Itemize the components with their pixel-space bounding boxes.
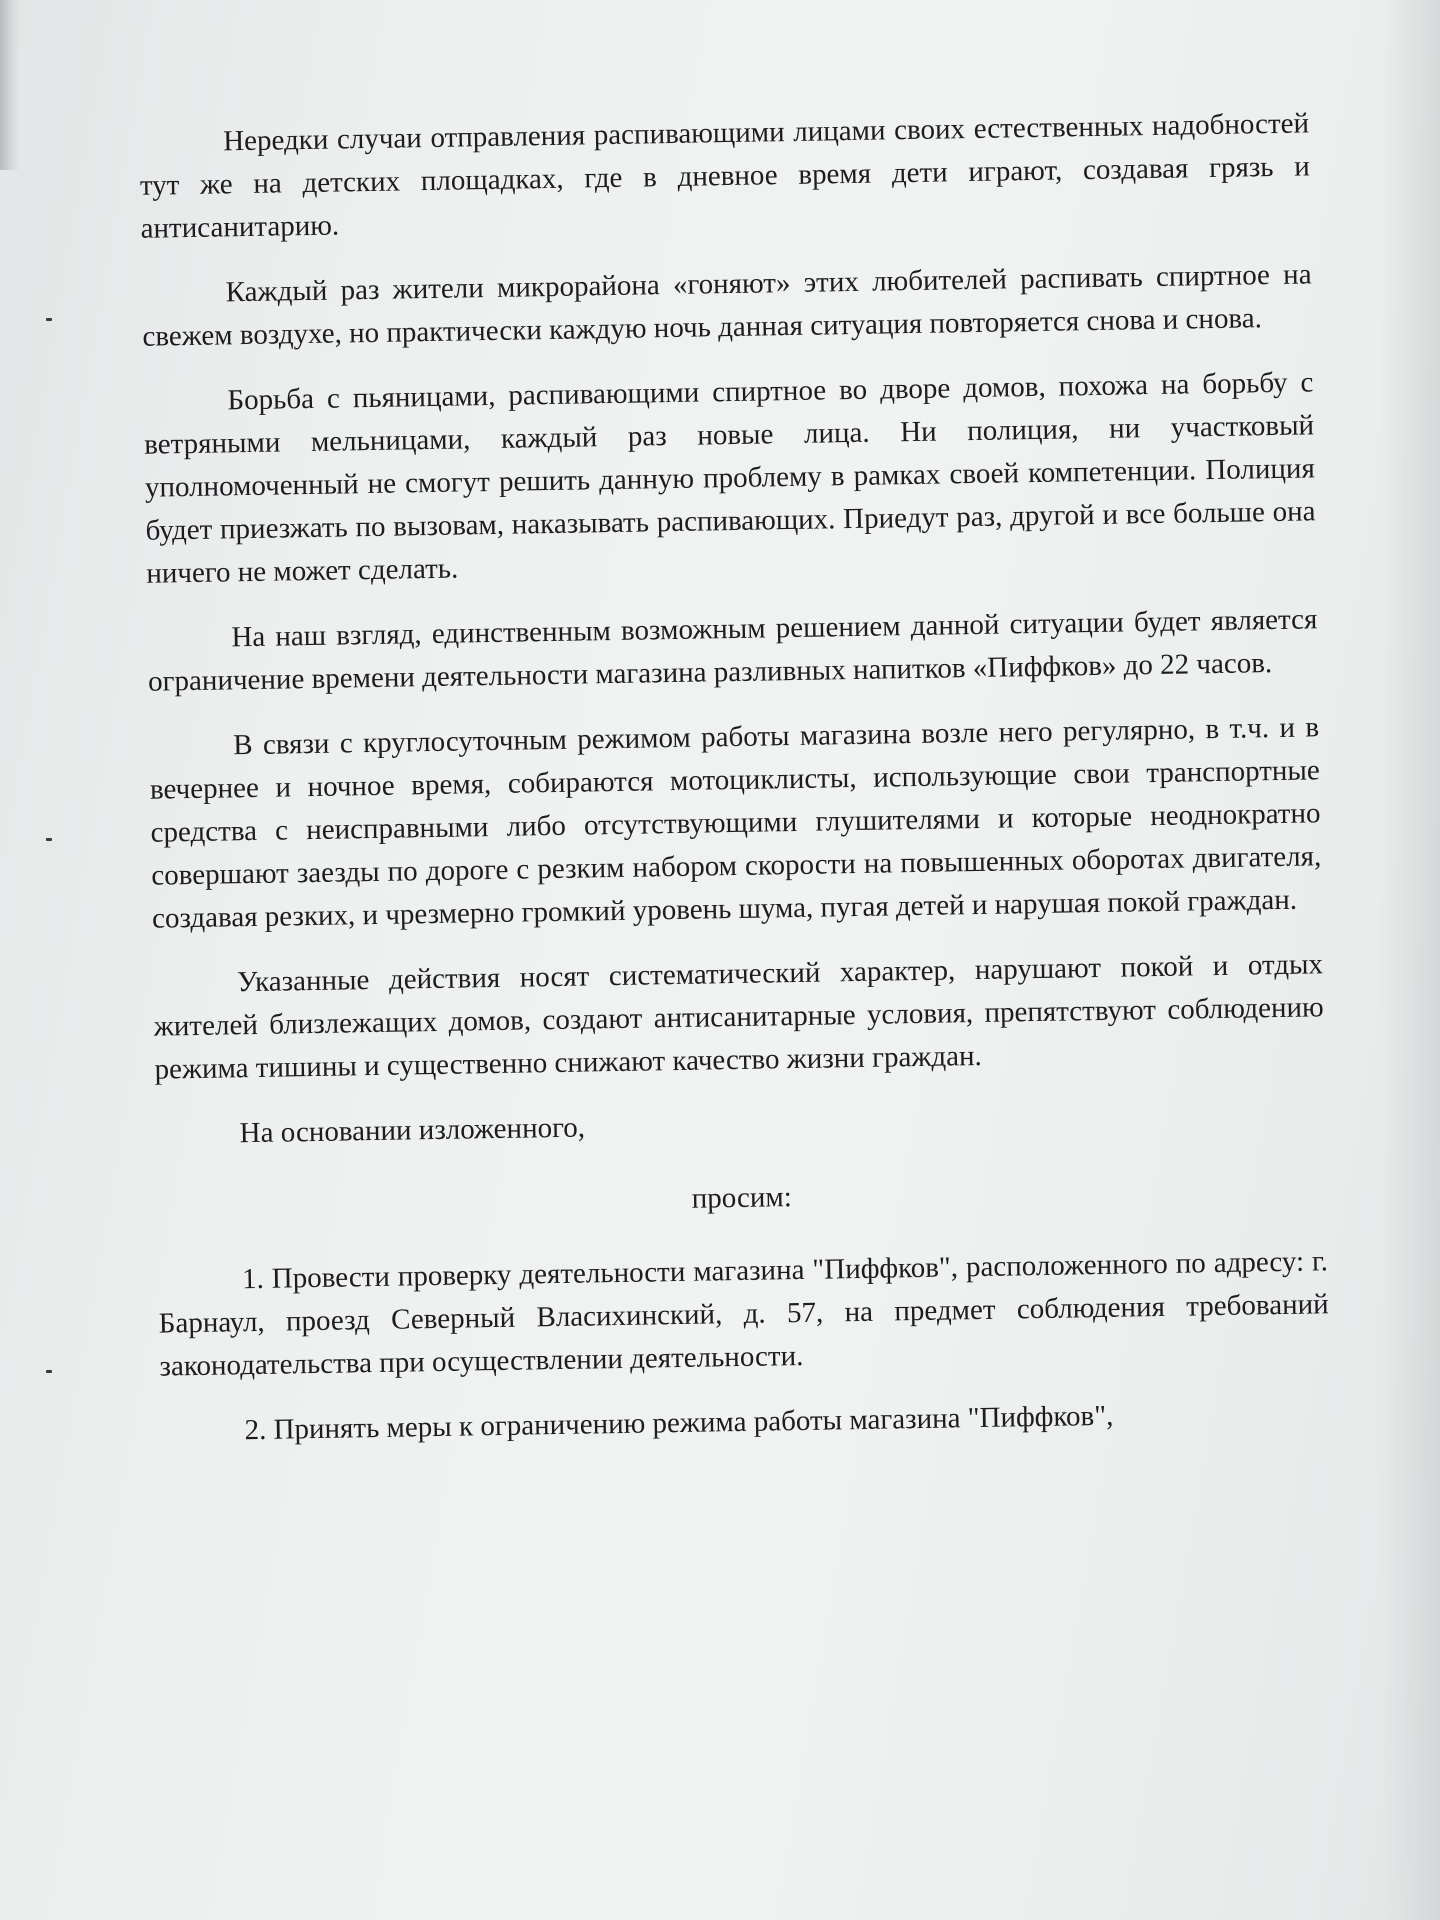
paragraph: Указанные действия носят систематический характер, нарушают покой и отдых жителей близлежащих домов, создают антисанитарные условия, препятствуют соблюдению режима тишины и существенно снижают качество жизни граждан. (153, 948, 1324, 1086)
margin-mark (46, 318, 52, 321)
page-corner-shadow (0, 0, 20, 170)
paragraph: Борьба с пьяницами, распивающими спиртное во дворе домов, похожа на борьбу с ветряными мельницами, каждый раз новые лица. Ни полиция, ни участковый уполномоченный не смогут решить данную проблему в рамках своей компетенции. Полиция будет приезжать по вызовам, наказывать распивающих. Приедут раз, другой и все больше она ничего не может сделать. (143, 366, 1316, 590)
paragraph: Нередки случаи отправления распивающими лицами своих естественных надобностей тут же на детских площадках, где в дневное время дети играют, создавая грязь и антисанитарию. (139, 107, 1311, 245)
request-item: 2. Принять меры к ограничению режима работы магазина "Пиффков", (244, 1399, 1114, 1447)
paragraph: В связи с круглосуточным режимом работы магазина возле него регулярно, в т.ч. и в вечернее и ночное время, собираются мотоциклисты, использующие свои транспортные средства с неисправными либо отсутствующими глушителями и которые неоднократно совершают заезды по дороге с резким набором скорости на повышенных оборотах двигателя, создавая резких, и чрезмерно громкий уровень шума, пугая детей и нарушая покой граждан. (149, 711, 1322, 935)
margin-mark (46, 838, 52, 841)
paragraph: На наш взгляд, единственным возможным решением данной ситуации будет является ограничение времени деятельности магазина разливных напитков «Пиффков» до 22 часов. (147, 603, 1318, 698)
paragraph: Каждый раз жители микрорайона «гоняют» этих любителей распивать спиртное на свежем воздухе, но практически каждую ночь данная ситуация повторяется снова и снова. (142, 258, 1312, 353)
basis-line: На основании изложенного, (239, 1111, 586, 1150)
page-edge-shadow (1380, 0, 1440, 1920)
document-body (139, 102, 1331, 1475)
request-item: 1. Провести проверку деятельности магазина "Пиффков", расположенного по адресу: г. Барнаул, проезд Северный Власихинский, д. 57, на предмет соблюдения требований законодательства при осуществлении деятельности. (158, 1245, 1329, 1383)
request-heading: просим: (691, 1181, 793, 1215)
margin-mark (46, 1370, 52, 1373)
